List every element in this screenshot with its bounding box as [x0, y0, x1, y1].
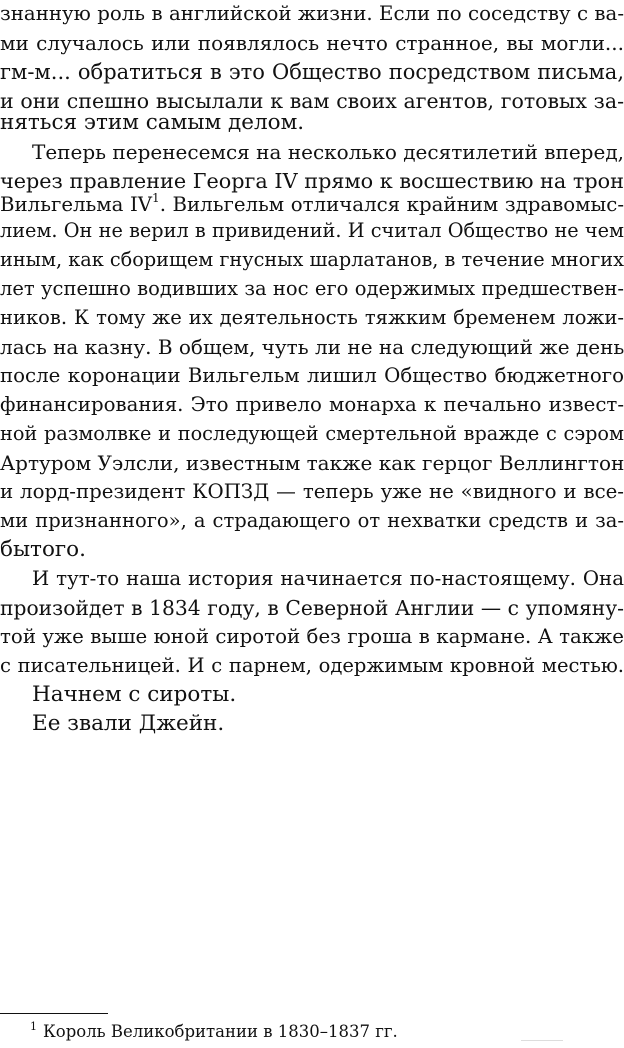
footnote-marker: 1 — [30, 1020, 37, 1033]
text-line: и лорд-президент КОПЗД — теперь уже не «видного и все- — [0, 480, 624, 503]
text-line: ников. К тому же их деятельность тяжким бременем ложи- — [0, 306, 624, 329]
page-edge-mark — [521, 1040, 563, 1041]
text-line: лием. Он не верил в привидений. И считал Общество не чем — [0, 219, 624, 242]
text-line: Артуром Уэлсли, известным также как герцог Веллингтон — [0, 451, 624, 475]
text-line: Начнем с сироты. — [32, 682, 237, 707]
text-line: лет успешно водивших за нос его одержимых предшествен- — [0, 277, 624, 300]
text-line: и они спешно высылали к вам своих агентов, готовых за- — [0, 89, 624, 113]
text-line: с писательницей. И с парнем, одержимым кровной местью. — [0, 654, 624, 677]
footnote — [30, 1020, 590, 1044]
text-line: гм-м... обратиться в это Общество посредством письма, — [0, 60, 624, 84]
text-line — [0, 192, 624, 218]
text-line: произойдет в 1834 году, в Северной Англии — с упомяну- — [0, 596, 624, 620]
text-line: после коронации Вильгельм лишил Общество бюджетного — [0, 364, 624, 387]
text-line: через правление Георга IV прямо к восшествию на трон — [0, 169, 624, 193]
footnote-ref: 1 — [152, 192, 160, 205]
text-line: Теперь перенесемся на несколько десятилетий вперед, — [32, 140, 624, 164]
text-line: лась на казну. В общем, чуть ли не на следующий же день — [0, 335, 624, 359]
text-line: няться этим самым делом. — [0, 110, 305, 135]
text-line: финансирования. Это привело монарха к печально извест- — [0, 393, 624, 416]
footnote-text: Король Великобритании в 1830–1837 гг. — [43, 1022, 398, 1041]
text-line: ной размолвке и последующей смертельной вражде с сэром — [0, 422, 624, 445]
text-line: И тут-то наша история начинается по-настоящему. Она — [32, 567, 624, 590]
footnote-divider — [0, 1013, 108, 1014]
text-fragment: . Вильгельм отличался крайним здравомыс- — [159, 193, 624, 216]
text-line: бытого. — [0, 537, 86, 562]
text-fragment: Вильгельма IV — [0, 193, 153, 216]
text-line: той уже выше юной сиротой без гроша в кармане. А также — [0, 625, 624, 648]
text-line: иным, как сборищем гнусных шарлатанов, в течение многих — [0, 248, 624, 271]
text-line: знанную роль в английской жизни. Если по соседству с ва- — [0, 2, 624, 25]
text-line: ми случалось или появлялось нечто странное, вы могли... — [0, 31, 624, 55]
text-line: ми признанного», а страдающего от нехватки средств и за- — [0, 509, 624, 532]
text-line: Ее звали Джейн. — [32, 711, 225, 736]
